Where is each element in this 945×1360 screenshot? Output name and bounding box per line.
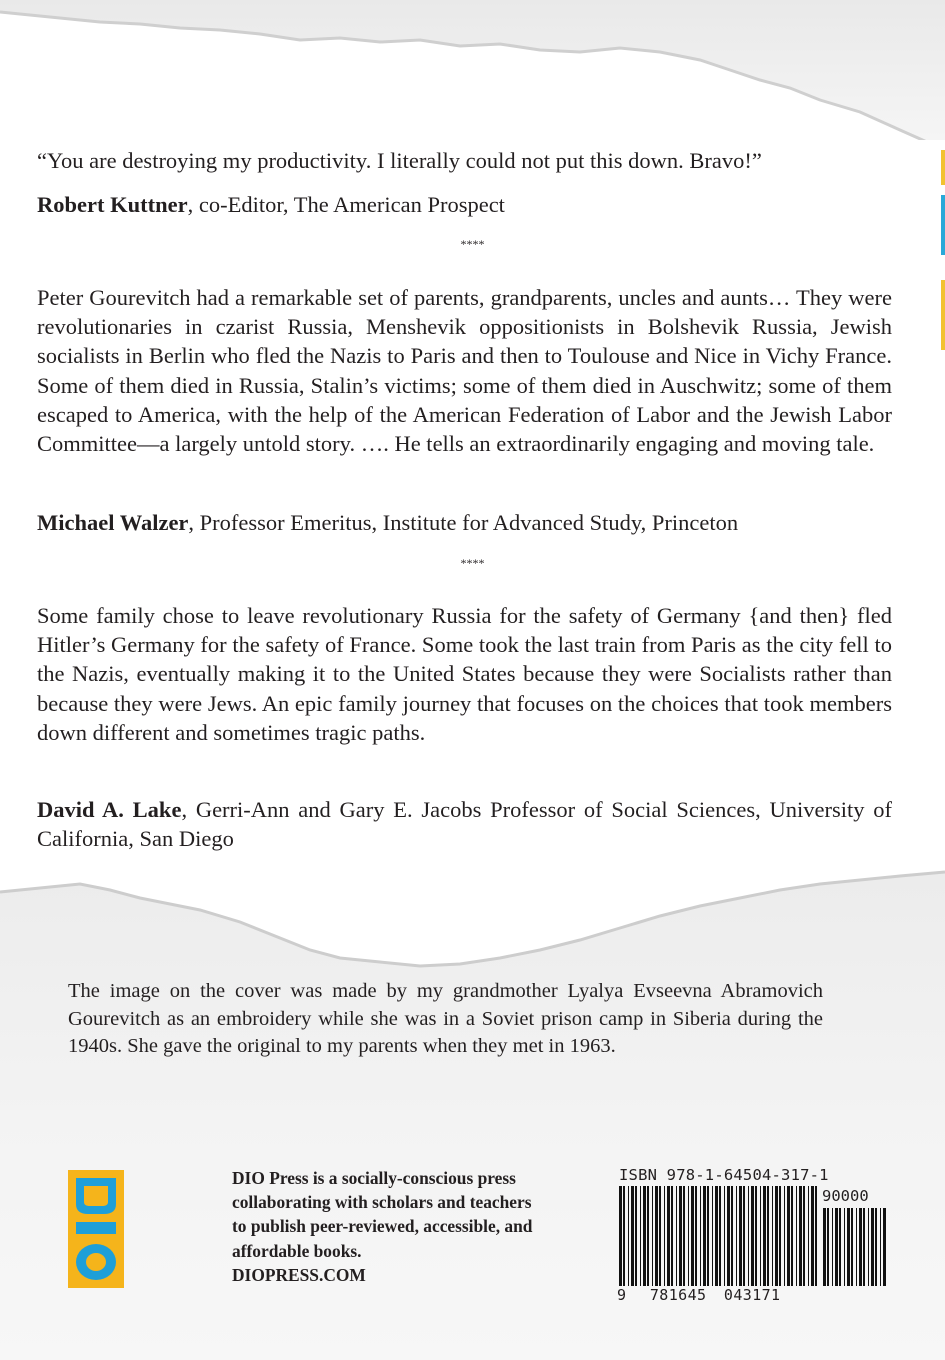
barcode-bar	[691, 1186, 694, 1286]
barcode-bar	[671, 1186, 673, 1286]
publisher-line-4: affordable books.	[232, 1240, 362, 1261]
addon-barcode-bars	[823, 1208, 889, 1288]
isbn-number: ISBN 978-1-64504-317-1	[619, 1166, 829, 1184]
ean-left-group: 781645	[649, 1286, 707, 1304]
barcode-bar	[859, 1208, 862, 1286]
quote-2-author: Michael Walzer	[37, 510, 189, 535]
barcode-bar	[779, 1186, 781, 1286]
edge-color-strip-bottom	[941, 280, 945, 350]
barcode-bar	[623, 1186, 625, 1286]
barcode-bar	[679, 1186, 682, 1286]
price-addon: 90000	[822, 1187, 869, 1205]
barcode-bar	[811, 1186, 814, 1286]
publisher-blurb	[232, 1166, 582, 1287]
barcode-bar	[755, 1186, 757, 1286]
barcode-bar	[763, 1186, 766, 1286]
torn-paper-top	[0, 0, 945, 140]
cover-image-note: The image on the cover was made by my grandmother Lyalya Evseevna Abramovich Gourevitch as an embroidery while she was in a Soviet prison camp in Siberia during the 1940s. She gave the original to my parents when they met in 1963.	[68, 980, 823, 1057]
isbn-barcode	[617, 1166, 892, 1316]
barcode-bar	[683, 1186, 685, 1286]
quote-3-affiliation: , Gerri-Ann and Gary E. Jacobs Professor of Social Sciences, University of California, San Diego	[37, 797, 893, 852]
barcode-bar	[760, 1186, 761, 1286]
barcode-bar	[635, 1186, 637, 1286]
barcode-bar	[880, 1208, 881, 1286]
barcode-bar	[688, 1186, 689, 1286]
barcode-bar	[724, 1186, 725, 1286]
barcode-bar	[832, 1208, 833, 1286]
barcode-bar	[695, 1186, 697, 1286]
publisher-line-1: DIO Press is a socially-conscious press	[232, 1168, 516, 1188]
barcode-bars	[619, 1186, 819, 1286]
quote-2-affiliation: , Professor Emeritus, Institute for Advanced Study, Princeton	[188, 510, 739, 535]
barcode-bar	[647, 1186, 649, 1286]
barcode-bar	[839, 1208, 841, 1286]
barcode-bar	[652, 1186, 653, 1286]
barcode-bar	[787, 1186, 790, 1286]
barcode-bar	[799, 1186, 802, 1286]
publisher-website: DIOPRESS.COM	[232, 1264, 366, 1285]
barcode-bar	[883, 1208, 886, 1286]
dio-press-logo	[68, 1170, 124, 1288]
barcode-bar	[835, 1208, 838, 1286]
barcode-bar	[631, 1186, 634, 1286]
barcode-bar	[619, 1186, 622, 1286]
barcode-bar	[796, 1186, 797, 1286]
barcode-bar	[731, 1186, 733, 1286]
barcode-bar	[703, 1186, 706, 1286]
barcode-bar	[847, 1208, 850, 1286]
barcode-bar	[640, 1186, 641, 1286]
barcode-bar	[707, 1186, 709, 1286]
barcode-bar	[736, 1186, 737, 1286]
barcode-bar	[775, 1186, 778, 1286]
barcode-bar	[676, 1186, 677, 1286]
barcode-bar	[791, 1186, 793, 1286]
barcode-bar	[655, 1186, 658, 1286]
barcode-bar	[700, 1186, 701, 1286]
barcode-bar	[767, 1186, 769, 1286]
barcode-bar	[844, 1208, 845, 1286]
barcode-bar	[659, 1186, 661, 1286]
barcode-bar	[851, 1208, 853, 1286]
barcode-bar	[751, 1186, 754, 1286]
barcode-bar	[628, 1186, 629, 1286]
barcode-bar	[715, 1186, 718, 1286]
barcode-bar	[772, 1186, 773, 1286]
publisher-line-2: collaborating with scholars and teachers	[232, 1192, 532, 1213]
quote-2-text: Peter Gourevitch had a remarkable set of parents, grandparents, uncles and aunts… They were revolutionaries in czarist Russia, Menshevik oppositionists in Bolshevik Russia, Jewish socialists in Berlin who fled the Nazis to Paris and then to Toulouse and Nice in Vichy France. Some of them died in Russia, Stalin’s victims; some of them died in Auschwitz; some of them escaped to America, with the help of the American Federation of Labor and the Jewish Labor Committee—a largely untold story. …. He tells an extraordinarily engaging and moving tale.	[37, 285, 892, 457]
barcode-bar	[784, 1186, 785, 1286]
barcode-bar	[664, 1186, 665, 1286]
barcode-bar	[743, 1186, 745, 1286]
barcode-bar	[808, 1186, 809, 1286]
barcode-bar	[739, 1186, 742, 1286]
publisher-line-3: to publish peer-reviewed, accessible, and	[232, 1216, 533, 1237]
quote-2-attribution	[37, 508, 892, 537]
barcode-bar	[863, 1208, 865, 1286]
ean-first-digit: 9	[617, 1286, 627, 1304]
quote-3-author: David A. Lake	[37, 797, 182, 822]
separator-1: ****	[460, 237, 485, 251]
barcode-bar	[643, 1186, 646, 1286]
quote-3-text: Some family chose to leave revolutionary Russia for the safety of Germany {and then} fled Hitler’s Germany for the safety of France. Some took the last train from Paris as the city fell to the Nazis, eventually making it to the United States because they were Socialists rather than because they were Jews. An epic family journey that focuses on the choices that took members down different and sometimes tragic paths.	[37, 603, 892, 745]
quote-1-author: Robert Kuttner	[37, 192, 188, 217]
edge-color-strip-top	[941, 150, 945, 185]
barcode-bar	[803, 1186, 805, 1286]
barcode-bar	[856, 1208, 857, 1286]
barcode-bar	[727, 1186, 730, 1286]
barcode-bar	[827, 1208, 829, 1286]
barcode-bar	[815, 1186, 817, 1286]
ean-right-group: 043171	[723, 1286, 781, 1304]
quote-1-attribution	[37, 190, 892, 219]
quote-1-text: “You are destroying my productivity. I literally could not put this down. Bravo!”	[37, 148, 762, 173]
barcode-bar	[748, 1186, 749, 1286]
barcode-bar	[868, 1208, 869, 1286]
barcode-bar	[719, 1186, 721, 1286]
barcode-bar	[667, 1186, 670, 1286]
barcode-bar	[823, 1208, 826, 1286]
quote-1-affiliation: , co-Editor, The American Prospect	[187, 192, 505, 217]
separator-2: ****	[460, 556, 485, 570]
barcode-bar	[712, 1186, 713, 1286]
barcode-bar	[871, 1208, 874, 1286]
ean-digits	[617, 1286, 892, 1304]
dio-logo-icon	[68, 1170, 124, 1288]
quote-3-attribution	[37, 795, 892, 853]
barcode-bar	[875, 1208, 877, 1286]
